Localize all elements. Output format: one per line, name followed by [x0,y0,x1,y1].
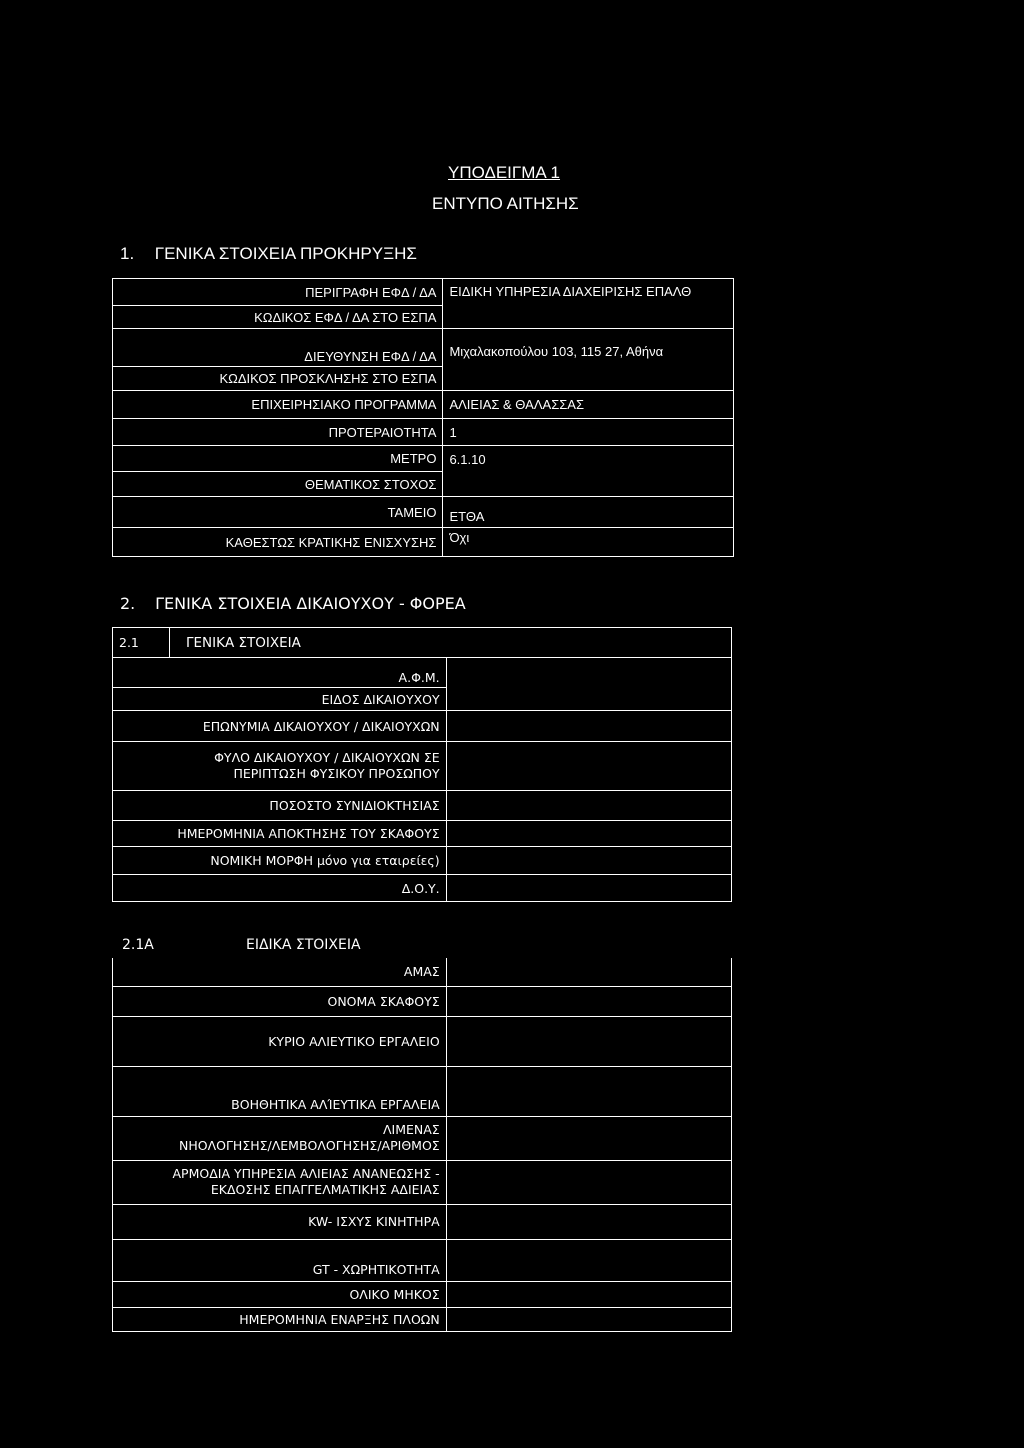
tax-office-value[interactable] [446,875,731,902]
gender-value[interactable] [446,742,731,791]
subsection-title: ΓΕΝΙΚΑ ΣΤΟΙΧΕΙΑ [186,634,301,651]
table-row [113,1204,732,1239]
section2a-number: 2.1Α [122,937,154,953]
fund-value[interactable]: ΕΤΘΑ [443,497,734,528]
table-row [113,1066,732,1116]
section1-number: 1. [120,244,135,263]
section2a-heading [122,937,361,953]
main-gear-value[interactable] [446,1016,731,1066]
table-row [113,497,734,528]
acquisition-date-label: ΗΜΕΡΟΜΗΝΙΑ ΑΠΟΚΤΗΣΗΣ ΤΟΥ ΣΚΑΦΟΥΣ [113,821,447,847]
subsection-header-cell [113,628,732,658]
afm-label: Α.Φ.Μ. [113,658,447,688]
priority-label: ΠΡΟΤΕΡΑΙΟΤΗΤΑ [113,419,443,446]
main-gear-label: ΚΥΡΙΟ ΑΛΙΕΥΤΙΚΟ ΕΡΓΑΛΕΙΟ [113,1016,447,1066]
section1-title: ΓΕΝΙΚΑ ΣΤΟΙΧΕΙΑ ΠΡΟΚΗΡΥΞΗΣ [154,244,417,263]
tonnage-value[interactable] [446,1239,731,1281]
description-value[interactable]: ΕΙΔΙΚΗ ΥΠΗΡΕΣΙΑ ΔΙΑΧΕΙΡΙΣΗΣ ΕΠΑΛΘ [443,279,734,329]
table-row [113,628,732,658]
table-row [113,847,732,875]
engine-power-value[interactable] [446,1204,731,1239]
beneficiary-name-value[interactable] [446,711,731,742]
table-row [113,1016,732,1066]
description-label: ΠΕΡΙΓΡΑΦΗ ΕΦΔ / ΔΑ [113,279,443,306]
subsection-number: 2.1 [113,628,170,657]
fund-label: ΤΑΜΕΙΟ [113,497,443,528]
table-row [113,528,734,557]
co-ownership-value[interactable] [446,791,731,821]
registry-port-label [113,1116,447,1160]
thematic-goal-label: ΘΕΜΑΤΙΚΟΣ ΣΤΟΧΟΣ [113,472,443,497]
document-title: ΥΠΟΔΕΙΓΜΑ 1 [448,163,561,182]
beneficiary-type-label: ΕΙΔΟΣ ΔΙΚΑΙΟΥΧΟΥ [113,688,447,711]
section2-heading [120,594,466,613]
state-aid-value[interactable]: Όχι [443,528,734,557]
voyage-start-date-label: ΗΜΕΡΟΜΗΝΙΑ ΕΝΑΡΞΗΣ ΠΛΟΩΝ [113,1307,447,1331]
table-row [113,446,734,472]
measure-label: ΜΕΤΡΟ [113,446,443,472]
licensing-authority-label-line2: ΕΚΔΟΣΗΣ ΕΠΑΓΓΕΛΜΑΤΙΚΗΣ ΑΔΙΕΙΑΣ [210,1182,440,1197]
address-label: ΔΙΕΥΘΥΝΣΗ ΕΦΔ / ΔΑ [113,329,443,367]
registry-port-value[interactable] [446,1116,731,1160]
tonnage-label: GT - ΧΩΡΗΤΙΚΟΤΗΤΑ [113,1239,447,1281]
measure-value[interactable]: 6.1.10 [443,446,734,497]
operational-program-value[interactable]: ΑΛΙΕΙΑΣ & ΘΑΛΑΣΣΑΣ [443,391,734,419]
auxiliary-gear-label: ΒΟΗΘΗΤΙΚΑ ΑΛΊΕΥΤΙΚΑ ΕΡΓΑΛΕΙΑ [113,1066,447,1116]
beneficiary-general-table [112,627,732,902]
licensing-authority-label-line1: ΑΡΜΟΔΙΑ ΥΠΗΡΕΣΙΑ ΑΛΙΕΙΑΣ ΑΝΑΝΕΩΣΗΣ - [172,1166,440,1181]
legal-form-label: ΝΟΜΙΚΗ ΜΟΡΦΗ μόνο για εταιρείες) [113,847,447,875]
document-subtitle: ΕΝΤΥΠΟ ΑΙΤΗΣΗΣ [432,194,579,213]
section1-heading [120,244,417,264]
priority-value[interactable]: 1 [443,419,734,446]
gender-label [113,742,447,791]
state-aid-label: ΚΑΘΕΣΤΩΣ ΚΡΑΤΙΚΗΣ ΕΝΙΣΧΥΣΗΣ [113,528,443,557]
licensing-authority-value[interactable] [446,1160,731,1204]
table-row [113,1239,732,1281]
table-row [113,1307,732,1331]
table-row [113,658,732,688]
total-length-value[interactable] [446,1281,731,1307]
call-code-label: ΚΩΔΙΚΟΣ ΠΡΟΣΚΛΗΣΗΣ ΣΤΟ ΕΣΠΑ [113,367,443,391]
table-row [113,958,732,986]
tax-office-label: Δ.Ο.Υ. [113,875,447,902]
registry-port-label-line1: ΛΙΜΕΝΑΣ [382,1122,440,1137]
table-row [113,1116,732,1160]
afm-value[interactable] [446,658,731,711]
beneficiary-name-label: ΕΠΩΝΥΜΙΑ ΔΙΚΑΙΟΥΧΟΥ / ΔΙΚΑΙΟΥΧΩΝ [113,711,447,742]
voyage-start-date-value[interactable] [446,1307,731,1331]
table-row [113,329,734,367]
legal-form-value[interactable] [446,847,731,875]
table-row [113,986,732,1016]
amas-value[interactable] [446,958,731,986]
announcement-details-table [112,278,734,557]
auxiliary-gear-value[interactable] [446,1066,731,1116]
vessel-name-label: ΟΝΟΜΑ ΣΚΑΦΟΥΣ [113,986,447,1016]
vessel-name-value[interactable] [446,986,731,1016]
table-row [113,279,734,306]
gender-label-line2: ΠΕΡΙΠΤΩΣΗ ΦΥΣΙΚΟΥ ΠΡΟΣΩΠΟΥ [233,766,440,781]
engine-power-label: KW- ΙΣΧΥΣ ΚΙΝΗΤΗΡΑ [113,1204,447,1239]
section2-number: 2. [120,594,136,613]
table-row [113,1160,732,1204]
subsection-header [113,628,731,657]
operational-program-label: ΕΠΙΧΕΙΡΗΣΙΑΚΟ ΠΡΟΓΡΑΜΜΑ [113,391,443,419]
table-row [113,742,732,791]
total-length-label: ΟΛΙΚΟ ΜΗΚΟΣ [113,1281,447,1307]
table-row [113,1281,732,1307]
registry-port-label-line2: ΝΗΟΛΟΓΗΣΗΣ/ΛΕΜΒΟΛΟΓΗΣΗΣ/ΑΡΙΘΜΟΣ [178,1138,440,1153]
section2-title: ΓΕΝΙΚΑ ΣΤΟΙΧΕΙΑ ΔΙΚΑΙΟΥΧΟΥ - ΦΟΡΕΑ [155,594,466,613]
amas-label: ΑΜΑΣ [113,958,447,986]
espa-code-label: ΚΩΔΙΚΟΣ ΕΦΔ / ΔΑ ΣΤΟ ΕΣΠΑ [113,306,443,329]
vessel-specific-table [112,958,732,1332]
section2a-title: ΕΙΔΙΚΑ ΣΤΟΙΧΕΙΑ [246,937,361,953]
address-value[interactable]: Μιχαλακοπούλου 103, 115 27, Αθήνα [443,329,734,391]
table-row [113,875,732,902]
co-ownership-label: ΠΟΣΟΣΤΟ ΣΥΝΙΔΙΟΚΤΗΣΙΑΣ [113,791,447,821]
table-row [113,711,732,742]
table-row [113,391,734,419]
table-row [113,419,734,446]
table-row [113,791,732,821]
gender-label-line1: ΦΥΛΟ ΔΙΚΑΙΟΥΧΟΥ / ΔΙΚΑΙΟΥΧΩΝ ΣΕ [214,750,440,765]
acquisition-date-value[interactable] [446,821,731,847]
table-row [113,821,732,847]
licensing-authority-label [113,1160,447,1204]
